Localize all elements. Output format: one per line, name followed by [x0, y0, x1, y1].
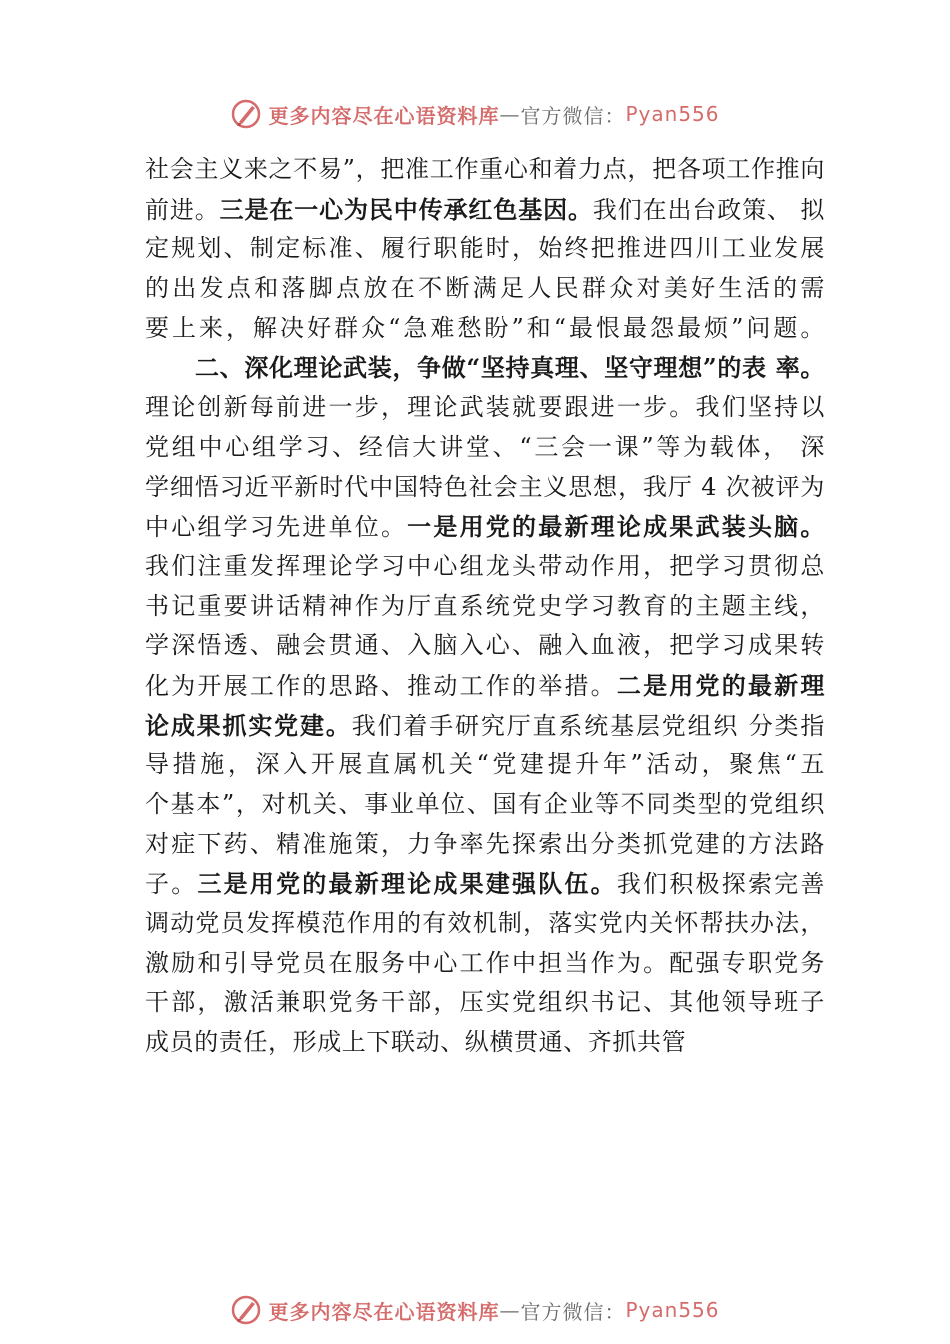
text-line — [145, 309, 825, 349]
text-segment: 我们在出台政策、 拟 — [592, 195, 825, 224]
banner-text: 更多内容尽在心语资料库 — [268, 103, 500, 128]
text-line — [145, 626, 825, 666]
text-line — [145, 388, 825, 428]
text-segment: 学深悟透、融会贯通、入脑入心、融入血液，把学习成果转 — [145, 631, 825, 660]
text-segment: 的出发点和落脚点放在不断满足人民群众对美好生活的需 — [145, 274, 825, 303]
text-line — [145, 1023, 825, 1063]
text-line — [145, 348, 825, 388]
text-segment: 个基本”，对机关、事业单位、国有企业等不同类型的党组织 — [145, 790, 825, 818]
text-segment: 中心组学习先进单位。 — [145, 513, 408, 542]
text-line — [145, 587, 825, 627]
bold-text-segment: 三是在一心为民中传承红色基因。 — [219, 194, 593, 224]
text-segment: 化为开展工作的思路、推动工作的举措。 — [145, 671, 617, 700]
bold-text-segment: 论成果抓实党建。 — [145, 710, 352, 740]
text-segment: 定规划、制定标准、履行职能时，始终把推进四川工业发展 — [145, 234, 825, 263]
text-segment: 子。 — [145, 870, 198, 899]
text-line — [145, 547, 825, 587]
text-segment: 要上来，解决好群众“急难愁盼”和“最恨最怨最烦”问题。 — [145, 313, 825, 342]
text-line — [145, 150, 825, 190]
text-segment: 前进。 — [145, 195, 220, 224]
text-line — [145, 468, 825, 508]
text-segment: 成员的责任，形成上下联动、纵横贯通、齐抓共管 — [145, 1028, 687, 1057]
banner-wechat-label: 官方微信： — [520, 103, 626, 128]
text-segment: 调动党员发挥模范作用的有效机制，落实党内关怀帮扶办法， — [145, 909, 825, 938]
text-line — [145, 428, 825, 468]
text-segment: 激励和引导党员在服务中心工作中担当作为。配强专职党务 — [145, 948, 825, 977]
text-line — [145, 983, 825, 1023]
text-segment: 我们着手研究厅直系统基层党组织 分类指 — [351, 711, 825, 740]
brush-logo-icon — [230, 98, 262, 130]
text-segment: 导措施，深入开展直属机关“党建提升年”活动，聚焦“五 — [145, 750, 825, 779]
banner-wechat-label: 官方微信： — [520, 1299, 626, 1324]
text-line — [145, 904, 825, 944]
text-line — [145, 229, 825, 269]
text-line — [145, 706, 825, 746]
text-line — [145, 944, 825, 984]
bold-text-segment: 三是用党的最新理论成果建强队伍。 — [197, 869, 617, 899]
banner-text: 更多内容尽在心语资料库 — [268, 1299, 500, 1324]
text-line — [145, 745, 825, 785]
text-segment: 学细悟习近平新时代中国特色社会主义思想，我厅 4 次被评为 — [145, 472, 825, 501]
brush-logo-icon — [230, 1294, 262, 1326]
text-line — [145, 864, 825, 904]
footer-watermark-banner — [0, 1290, 950, 1330]
text-segment: 我们积极探索完善 — [616, 870, 825, 899]
text-segment: 党组中心组学习、经信大讲堂、“三会一课”等为载体， 深 — [145, 432, 825, 461]
bold-text-segment: 二、深化理论武装，争做“坚持真理、坚守理想”的表 率。 — [195, 353, 825, 383]
text-segment: 对症下药、精准施策，力争率先探索出分类抓党建的方法路 — [145, 829, 825, 858]
bold-text-segment: 一是用党的最新理论成果武装头脑。 — [407, 512, 825, 542]
document-body — [145, 150, 825, 1063]
text-line — [145, 190, 825, 230]
banner-dash: — — [499, 1298, 521, 1322]
text-segment: 我们注重发挥理论学习中心组龙头带动作用，把学习贯彻总 — [145, 551, 825, 580]
banner-dash: — — [499, 102, 521, 126]
banner-wechat-id: Pyan556 — [625, 1298, 720, 1322]
text-line — [145, 507, 825, 547]
bold-text-segment: 二是用党的最新理 — [616, 670, 825, 700]
text-line — [145, 666, 825, 706]
text-segment: 干部，激活兼职党务干部，压实党组织书记、其他领导班子 — [145, 988, 825, 1017]
text-line — [145, 825, 825, 865]
text-segment: 社会主义来之不易”，把准工作重心和着力点，把各项工作推向 — [145, 155, 825, 183]
header-watermark-banner — [0, 94, 950, 134]
text-segment: 书记重要讲话精神作为厅直系统党史学习教育的主题主线， — [145, 591, 825, 620]
banner-wechat-id: Pyan556 — [625, 102, 720, 126]
text-line — [145, 785, 825, 825]
text-line — [145, 269, 825, 309]
text-segment: 理论创新每前进一步，理论武装就要跟进一步。我们坚持以 — [145, 393, 825, 422]
